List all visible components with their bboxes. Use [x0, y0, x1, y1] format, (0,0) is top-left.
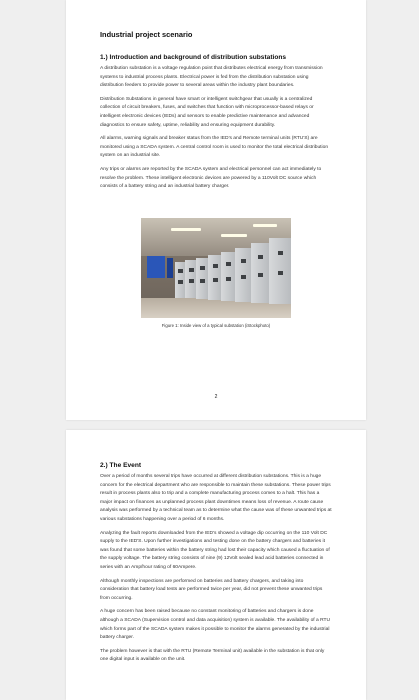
panel-meter-icon [189, 268, 194, 272]
document-page-2 [66, 430, 366, 700]
section-1-paragraph-3: All alarms, warning signals and breaker status from the IED's and Remote terminal units (RTU'S) are monitored using a SCADA system. A central control room is used to monitor the total electrical distribution system on an industrial site. [100, 136, 329, 159]
panel-meter-icon [189, 279, 194, 283]
blue-door-side [167, 258, 173, 278]
switchgear-panel [235, 248, 252, 302]
ceiling-light [221, 234, 247, 237]
switchgear-panel [269, 238, 291, 304]
panel-meter-icon [226, 277, 231, 281]
section-1-paragraph-2: Distribution Substations in general have smart or intelligent switchgear that usually is a centralized collection of circuit breakers, fuses, and switches that function with microprocessor-based relays or intelligent electronic devices (IEDs) and sensors to enable predictive maintenance and advanced diagnostics to ensure safety, uptime, reliability and ensuring equipment durability. [100, 96, 314, 128]
switchgear-panel [221, 252, 236, 301]
section-1-paragraph-4: Any trips or alarms are reported by the SCADA system and electrical personnel can act immediately to resolve the problem. These intelligent electronic devices are powered by a 110Volt DC source which consists of a battery string and an industrial battery charger. [100, 166, 322, 190]
panel-meter-icon [213, 278, 218, 282]
panel-meter-icon [226, 262, 231, 266]
document-page-1 [66, 0, 366, 420]
section-2-heading: 2.) The Event [100, 462, 142, 469]
panel-meter-icon [178, 269, 183, 273]
section-2-paragraph-1: Over a period of months several trips have occurred at different distribution substations. This is a huge concern for the electrical department who are responsible to maintain these substations. These power trips result in process plants also to trip and a complete manufacturing process comes to a halt. This has a major impact on finances as unplanned process plant downtimes means loss of revenue. A route cause analysis was performed by a technical team as to determine what the cause was of these unwanted trips at various substations happening over a period of 6 months. [100, 474, 332, 522]
switchgear-panel [208, 255, 222, 300]
switchgear-panel [251, 243, 270, 303]
figure-caption: Figure 1: Inside view of a typical substation (iStockphoto) [161, 322, 271, 328]
panel-meter-icon [278, 271, 283, 275]
document-title: Industrial project scenario [100, 30, 193, 39]
panel-meter-icon [258, 255, 263, 259]
panel-meter-icon [178, 280, 183, 284]
panel-meter-icon [200, 266, 205, 270]
panel-meter-icon [241, 275, 246, 279]
panel-meter-icon [213, 264, 218, 268]
panel-meter-icon [200, 279, 205, 283]
page-number: 2 [214, 394, 218, 400]
section-1-heading: 1.) Introduction and background of distribution substations [100, 54, 287, 61]
substation-figure [100, 218, 332, 328]
section-1-paragraph-1: A distribution substation is a voltage regulation point that distributes electrical energy from transmission systems to industrial process plants. Electrical power is fed from the distribution substation using distribution feeders to provide power to several areas within the industry plant boundaries. [100, 66, 323, 89]
substation-photo [141, 218, 291, 318]
panel-meter-icon [241, 259, 246, 263]
section-2-paragraph-5: The problem however is that with the RTU (Remote Terminal unit) available in the substation is that only one digital input is available on the unit. [100, 648, 325, 663]
section-2-paragraph-2: Analyzing the fault reports downloaded from the IED's showed a voltage dip occurring on the 110 Volt DC supply to the IED'S. Upon further investigations and testing done on the battery chargers and batteries it was found that some batteries within the battery string had lost their capacity which caused a fluctuation of the supply voltage. The battery string consists of nine (9) 12Volt sealed lead acid batteries connected in series with an Amp/hour rating of 60Ampere. [100, 530, 330, 570]
panel-meter-icon [258, 273, 263, 277]
ceiling-light [171, 228, 201, 231]
ceiling-light [253, 224, 277, 227]
blue-door [147, 256, 165, 278]
section-2-paragraph-4: A huge concern has been raised because no constant monitoring of batteries and chargers is done although a SCADA (Supervision control and data acquisition) system is available. The availability of a RTU which forms part of the SCADA system makes it possible to monitor the alarms generated by the industrial battery charger. [100, 609, 331, 641]
section-2-paragraph-3: Although monthly inspections are performed on batteries and battery chargers, and taking into consideration that battery load tests are performed twice per year, did not prevent these unwanted trips from occurring. [100, 578, 323, 601]
panel-meter-icon [278, 251, 283, 255]
